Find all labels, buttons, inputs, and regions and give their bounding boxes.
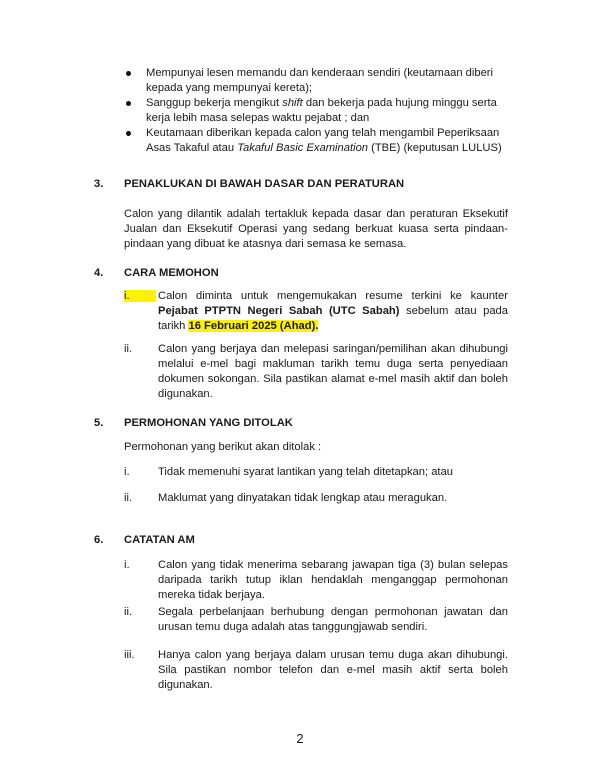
list-number: i. — [124, 466, 130, 478]
section-paragraph: Calon yang dilantik adalah tertakluk kepada dasar dan peraturan Eksekutif Jualan dan Eksekutif Operasi yang sedang berkuat kuasa serta pindaan-pindaan yang dibuat ke atasnya dari semasa ke semasa. — [124, 208, 508, 250]
section-number: 4. — [94, 267, 104, 279]
list-item: Calon yang berjaya dan melepasi saringan/pemilihan akan dihubungi melalui e-mel bagi makluman tarikh temu duga serta penyediaan dokumen sokongan. Sila pastikan alamat e-mel masih aktif dan boleh digunakan. — [158, 343, 508, 400]
list-number: i. — [124, 559, 130, 571]
section-title: PENAKLUKAN DI BAWAH DASAR DAN PERATURAN — [124, 178, 405, 190]
section-number: 6. — [94, 534, 104, 546]
section-title: CATATAN AM — [124, 534, 195, 546]
page-number: 2 — [296, 731, 304, 746]
bullet-item: Sanggup bekerja mengikut shift dan bekerja pada hujung minggu serta kerja lebih masa selepas waktu pejabat ; dan — [146, 97, 497, 124]
section-title: PERMOHONAN YANG DITOLAK — [124, 417, 293, 429]
list-item: Calon diminta untuk mengemukakan resume terkini ke kaunter Pejabat PTPTN Negeri Sabah (UTC Sabah) sebelum atau pada tarikh 16 Februari 2025 (Ahad). — [158, 290, 508, 332]
bullet-item: Mempunyai lesen memandu dan kenderaan sendiri (keutamaan diberi kepada yang mempunyai kereta); — [146, 67, 494, 94]
list-number: ii. — [124, 606, 133, 618]
bullet-item: Keutamaan diberikan kepada calon yang telah mengambil Peperiksaan Asas Takaful atau Takaful Basic Examination (TBE) (keputusan LULUS) — [146, 127, 502, 154]
list-item: Hanya calon yang berjaya dalam urusan temu duga akan dihubungi. Sila pastikan nombor telefon dan e-mel masih aktif serta boleh digunakan. — [158, 649, 508, 691]
list-item: Tidak memenuhi syarat lantikan yang telah ditetapkan; atau — [158, 466, 453, 478]
list-item: Segala perbelanjaan berhubung dengan permohonan jawatan dan urusan temu duga adalah atas tanggungjawab sendiri. — [158, 606, 508, 633]
bullet-icon — [126, 101, 131, 106]
section-paragraph: Permohonan yang berikut akan ditolak : — [124, 441, 322, 453]
bullet-icon — [126, 71, 131, 76]
list-item: Calon yang tidak menerima sebarang jawapan tiga (3) bulan selepas daripada tarikh tutup iklan hendaklah menganggap permohonan mereka tidak berjaya. — [158, 559, 508, 601]
list-number: ii. — [124, 343, 133, 355]
section-number: 3. — [94, 178, 104, 190]
list-number: iii. — [124, 649, 135, 661]
list-item: Maklumat yang dinyatakan tidak lengkap atau meragukan. — [158, 492, 448, 504]
section-number: 5. — [94, 417, 104, 429]
bullet-icon — [126, 131, 131, 136]
section-title: CARA MEMOHON — [124, 267, 219, 279]
list-number: i. — [124, 289, 156, 304]
list-number: ii. — [124, 492, 133, 504]
